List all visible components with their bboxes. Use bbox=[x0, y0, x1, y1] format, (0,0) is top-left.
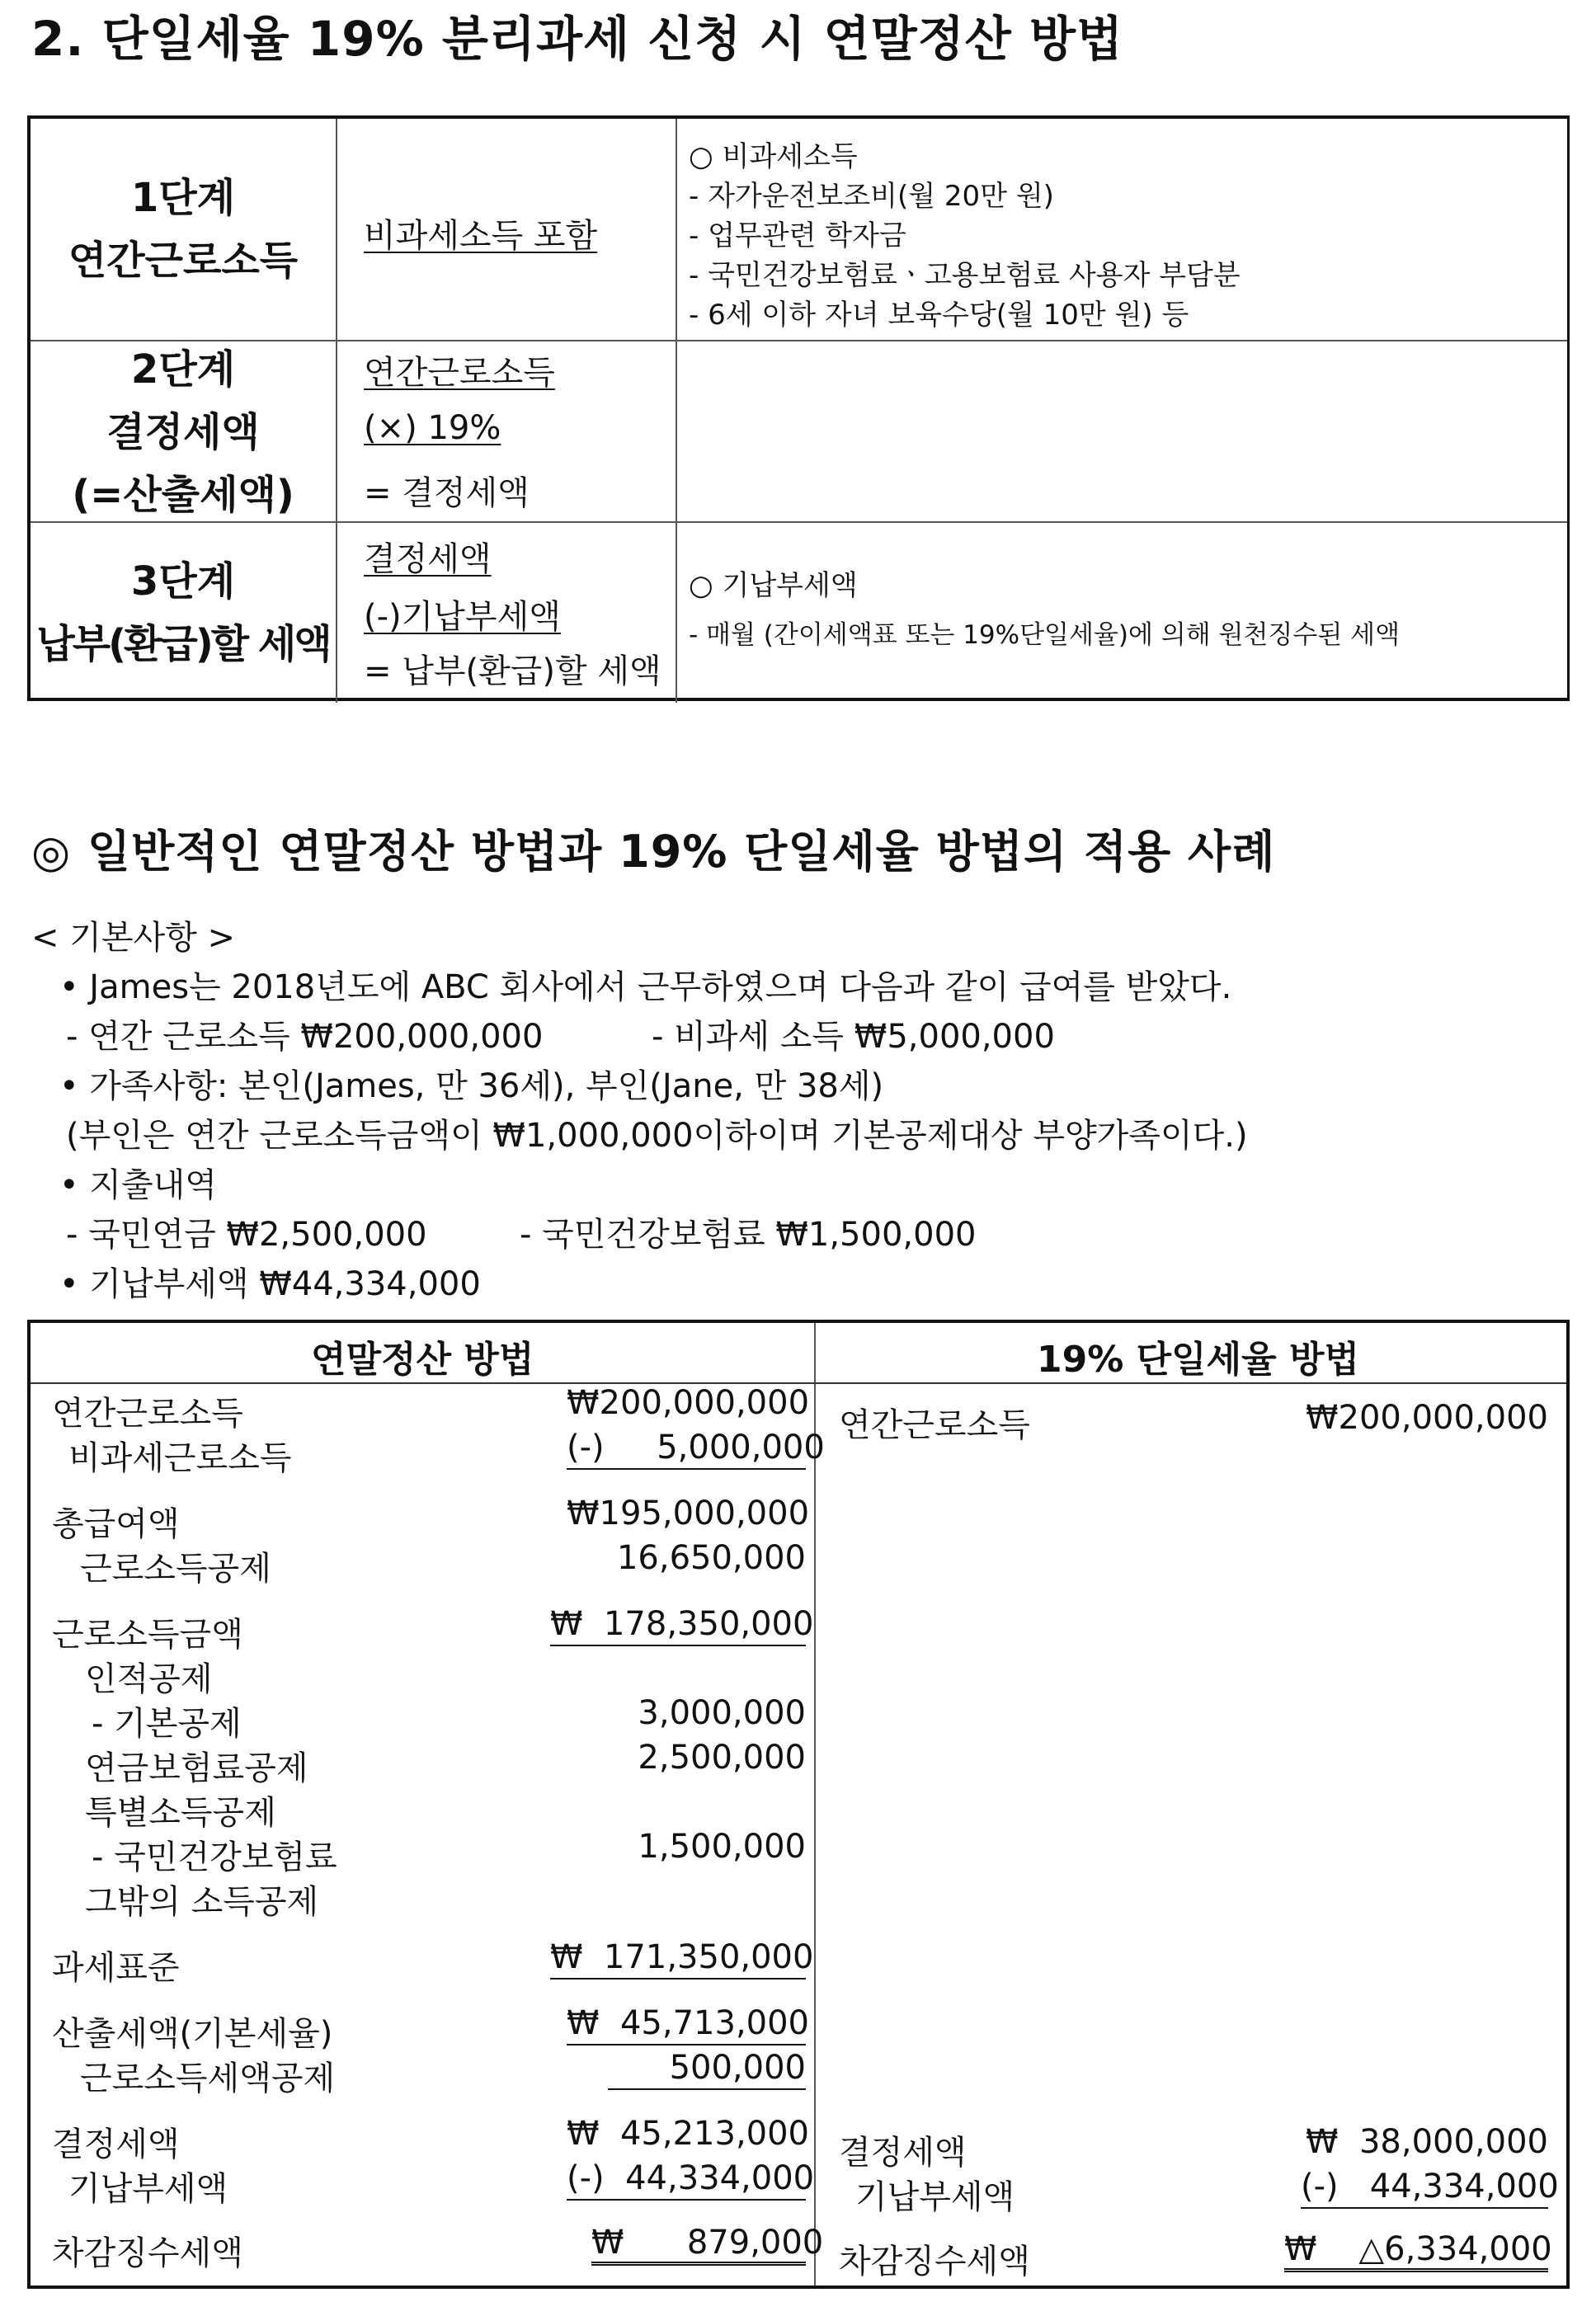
row-amount: ₩ 178,350,000 bbox=[550, 1605, 806, 1646]
note-line: - 자가운전보조비(월 20만 원) bbox=[689, 180, 1054, 213]
basic-line: • 지출내역 bbox=[59, 1166, 217, 1204]
step-table bbox=[27, 115, 1570, 701]
row-amount: (-) 44,334,000 bbox=[567, 2159, 806, 2201]
row-label: 총급여액 bbox=[52, 1505, 180, 1543]
formula-line: 연간근로소득 bbox=[364, 354, 555, 392]
left-header: 연말정산 방법 bbox=[311, 1339, 534, 1381]
note-line: ○ 기납부세액 bbox=[689, 569, 858, 602]
row-label: 연금보험료공제 bbox=[85, 1749, 308, 1787]
row-amount: 1,500,000 bbox=[638, 1828, 806, 1866]
basic-heading: < 기본사항 > bbox=[31, 919, 236, 957]
note-line: - 6세 이하 자녀 보육수당(월 10만 원) 등 bbox=[689, 299, 1189, 332]
step-label-cell bbox=[31, 119, 337, 340]
basic-line: • 가족사항: 본인(James, 만 36세), 부인(Jane, 만 38세) bbox=[59, 1067, 884, 1105]
row-label: 그밖의 소득공제 bbox=[85, 1883, 319, 1921]
basic-line: - 연간 근로소득 ₩200,000,000 bbox=[66, 1018, 544, 1056]
step-formula-cell bbox=[337, 119, 677, 340]
step-notes-cell bbox=[677, 523, 1567, 703]
step-name: 연간근로소득 bbox=[68, 238, 299, 284]
column-divider bbox=[814, 1323, 816, 2286]
row-label: 기납부세액 bbox=[855, 2178, 1015, 2216]
right-header: 19% 단일세율 방법 bbox=[1037, 1339, 1359, 1381]
step-row-1 bbox=[31, 119, 1567, 340]
row-label: 산출세액(기본세율) bbox=[52, 2015, 333, 2053]
step-name: 결정세액 bbox=[106, 409, 260, 455]
comparison-table bbox=[27, 1320, 1570, 2289]
note-line: - 매월 (간이세액표 또는 19%단일세율)에 의해 원천징수된 세액 bbox=[689, 620, 1401, 650]
row-label: 차감징수세액 bbox=[52, 2234, 243, 2272]
row-label: 결정세액 bbox=[839, 2134, 967, 2172]
step-number: 1단계 bbox=[130, 175, 236, 221]
section-title-2: ◎ 일반적인 연말정산 방법과 19% 단일세율 방법의 적용 사례 bbox=[31, 826, 1276, 878]
row-amount: ₩ △6,334,000 bbox=[1284, 2230, 1548, 2272]
row-label: 근로소득공제 bbox=[80, 1550, 271, 1588]
basic-line: - 비과세 소득 ₩5,000,000 bbox=[652, 1018, 1055, 1056]
row-amount: ₩ 879,000 bbox=[591, 2224, 806, 2266]
formula-line: (×) 19% bbox=[364, 409, 501, 447]
row-amount: ₩ 45,213,000 bbox=[567, 2115, 810, 2153]
row-amount: ₩195,000,000 bbox=[567, 1495, 810, 1532]
step-label-cell bbox=[31, 523, 337, 703]
row-label: 근로소득금액 bbox=[52, 1616, 243, 1654]
row-amount: ₩200,000,000 bbox=[567, 1384, 810, 1422]
step-name-sub: (=산출세액) bbox=[72, 472, 294, 518]
formula-line: 비과세소득 포함 bbox=[364, 217, 598, 255]
formula-line: = 결정세액 bbox=[364, 474, 530, 512]
row-amount: ₩ 38,000,000 bbox=[1305, 2123, 1548, 2161]
row-label: 연간근로소득 bbox=[52, 1395, 243, 1433]
row-label: 근로소득세액공제 bbox=[80, 2060, 336, 2097]
row-amount: 16,650,000 bbox=[616, 1539, 806, 1577]
row-amount: (-) 5,000,000 bbox=[567, 1429, 806, 1470]
note-line: - 국민건강보험료ㆍ고용보험료 사용자 부담분 bbox=[689, 259, 1241, 292]
step-label-cell bbox=[31, 341, 337, 523]
basic-line: (부인은 연간 근로소득금액이 ₩1,000,000이하이며 기본공제대상 부양가족이다.) bbox=[66, 1117, 1248, 1155]
row-label: 연간근로소득 bbox=[839, 1406, 1030, 1444]
row-label: 차감징수세액 bbox=[839, 2243, 1030, 2281]
row-amount: ₩ 171,350,000 bbox=[550, 1938, 806, 1980]
step-notes-cell bbox=[677, 119, 1567, 340]
row-amount: ₩ 45,713,000 bbox=[567, 2004, 806, 2045]
row-label: 과세표준 bbox=[52, 1949, 180, 1987]
row-amount: ₩200,000,000 bbox=[1305, 1399, 1548, 1437]
formula-line: = 납부(환급)할 세액 bbox=[364, 652, 661, 690]
row-amount: 2,500,000 bbox=[638, 1739, 806, 1777]
step-row-2 bbox=[31, 340, 1567, 523]
row-label: 비과세근로소득 bbox=[68, 1439, 292, 1477]
basic-line: • 기납부세액 ₩44,334,000 bbox=[59, 1265, 481, 1303]
formula-line: (-)기납부세액 bbox=[364, 598, 561, 636]
row-label: 특별소득공제 bbox=[85, 1794, 276, 1832]
basic-line: - 국민연금 ₩2,500,000 bbox=[66, 1216, 427, 1254]
step-formula-cell bbox=[337, 341, 677, 523]
row-amount: 3,000,000 bbox=[638, 1694, 806, 1732]
note-line: - 업무관련 학자금 bbox=[689, 219, 906, 252]
row-amount: 500,000 bbox=[608, 2049, 806, 2090]
row-label: 인적공제 bbox=[85, 1660, 213, 1698]
basic-line: - 국민건강보험료 ₩1,500,000 bbox=[520, 1216, 977, 1254]
step-number: 2단계 bbox=[130, 346, 236, 393]
note-line: ○ 비과세소득 bbox=[689, 140, 858, 173]
row-label: - 국민건강보험료 bbox=[92, 1838, 337, 1876]
row-label: 결정세액 bbox=[52, 2125, 180, 2163]
step-row-3 bbox=[31, 521, 1567, 703]
step-number: 3단계 bbox=[130, 558, 236, 605]
formula-line: 결정세액 bbox=[364, 540, 492, 578]
row-label: 기납부세액 bbox=[68, 2170, 228, 2208]
step-formula-cell bbox=[337, 523, 677, 703]
section-title-1: 2. 단일세율 19% 분리과세 신청 시 연말정산 방법 bbox=[31, 11, 1124, 67]
step-name: 납부(환급)할 세액 bbox=[36, 621, 330, 667]
step-notes-cell bbox=[677, 341, 1567, 523]
row-amount: (-) 44,334,000 bbox=[1301, 2168, 1548, 2209]
row-label: - 기본공제 bbox=[92, 1705, 242, 1743]
basic-line: • James는 2018년도에 ABC 회사에서 근무하였으며 다음과 같이 급여를 받았다. bbox=[59, 968, 1232, 1006]
